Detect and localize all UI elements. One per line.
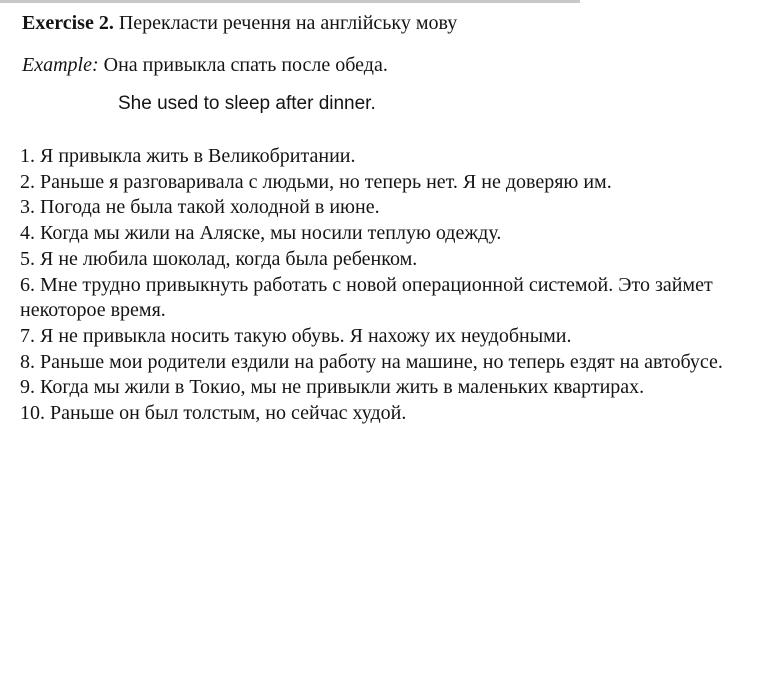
list-item: 1. Я привыкла жить в Великобритании.: [20, 145, 356, 167]
exercise-heading: [22, 10, 457, 36]
list-item: 5. Я не любила шоколад, когда была ребенком.: [20, 247, 418, 270]
list-item: 3. Погода не была такой холодной в июне.: [20, 196, 380, 219]
list-item: 8. Раньше мои родители ездили на работу на машине, но теперь ездят на автобусе.: [20, 350, 723, 373]
example-sentence: Она привыкла спать после обеда.: [103, 54, 388, 76]
list-item: 2. Раньше я разговаривала с людьми, но теперь нет. Я не доверяю им.: [20, 170, 612, 193]
list-item: 6. Мне трудно привыкнуть работать с новой операционной системой. Это займет некоторое время.: [20, 273, 713, 322]
list-item: 4. Когда мы жили на Аляске, мы носили теплую одежду.: [20, 222, 502, 245]
top-divider: [0, 0, 580, 3]
sentence-list: [20, 144, 770, 427]
exercise-label: Exercise 2.: [22, 12, 114, 34]
exercise-instruction: Перекласти речення на англійську мову: [118, 12, 458, 34]
list-item: 10. Раньше он был толстым, но сейчас худой.: [20, 402, 407, 425]
list-item: 7. Я не привыкла носить такую обувь. Я нахожу их неудобными.: [20, 324, 572, 347]
example-tag: Example:: [22, 54, 99, 76]
example-line: [22, 52, 388, 78]
example-answer: She used to sleep after dinner.: [118, 93, 376, 114]
list-item: 9. Когда мы жили в Токио, мы не привыкли жить в маленьких квартирах.: [20, 376, 645, 399]
